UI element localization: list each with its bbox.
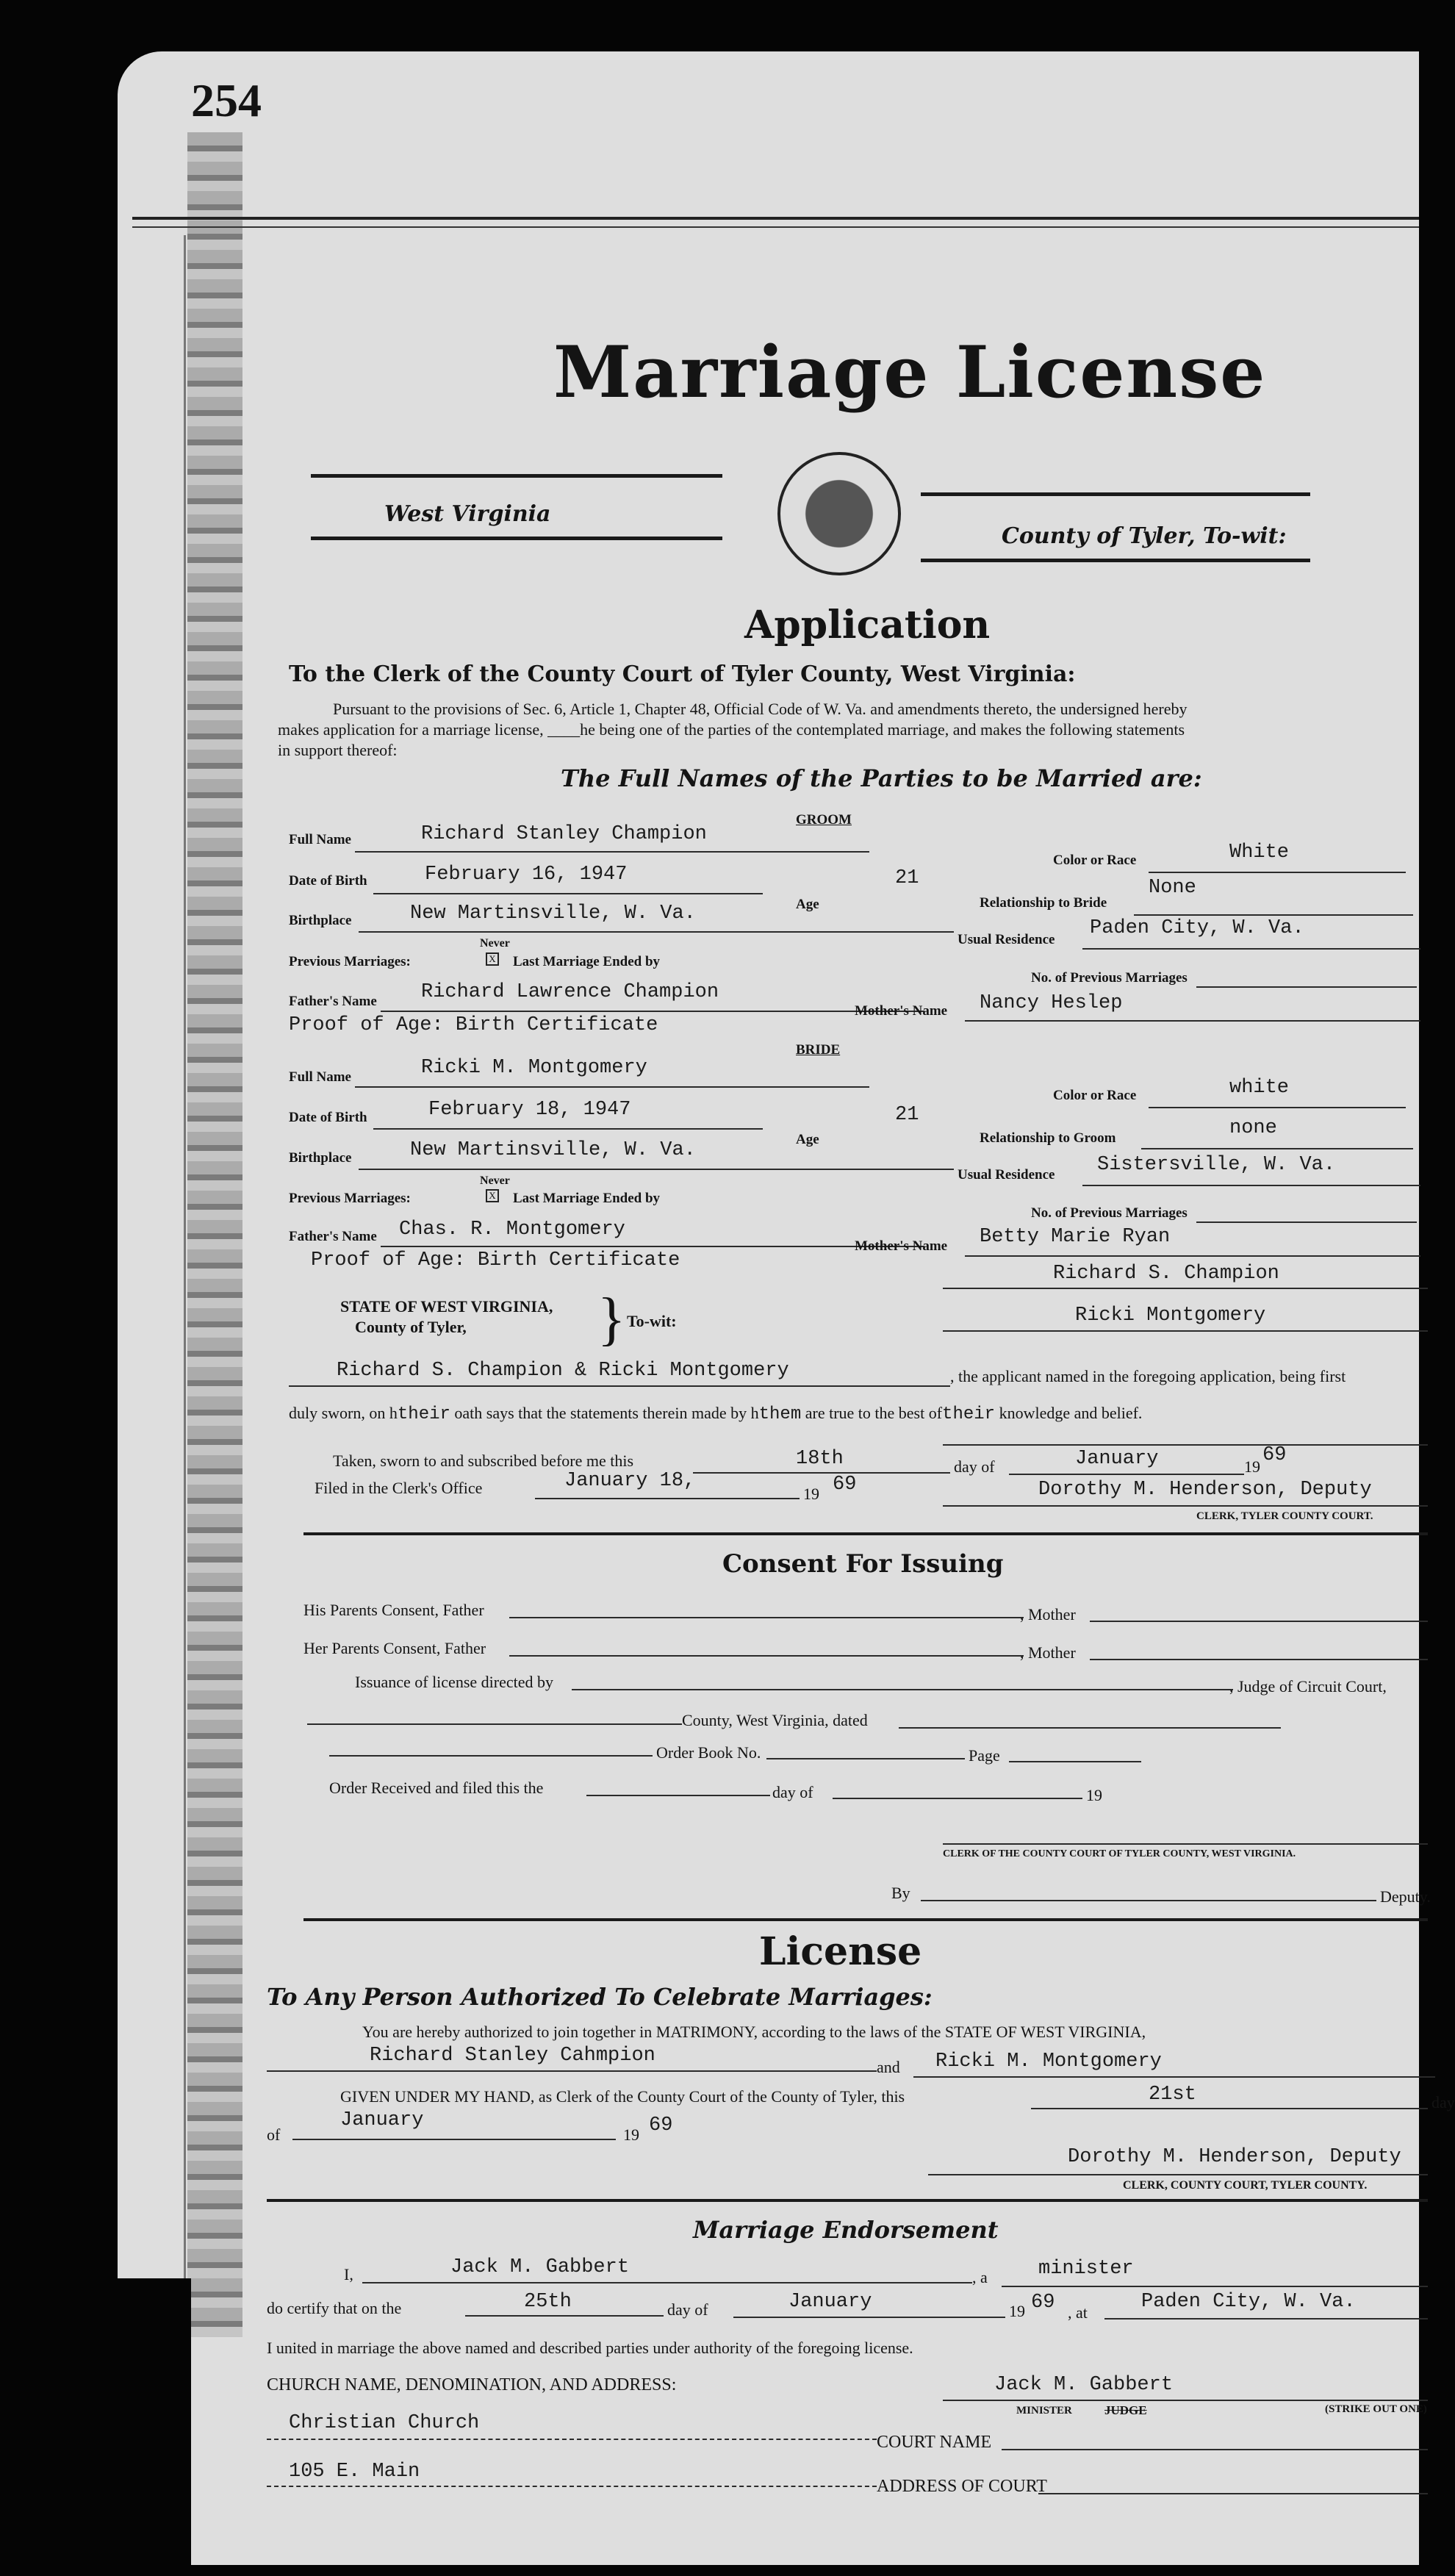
register-page bbox=[118, 51, 1455, 2565]
groom-birthplace-line bbox=[359, 931, 954, 933]
church-address-line bbox=[267, 2486, 877, 2487]
his-mother-line bbox=[1090, 1621, 1428, 1622]
license-bride-line bbox=[913, 2076, 1435, 2078]
bride-label: BRIDE bbox=[796, 1042, 841, 1058]
order-day-line bbox=[586, 1795, 770, 1796]
groom-full-name-label: Full Name bbox=[289, 832, 351, 847]
endorsement-day: 25th bbox=[524, 2291, 572, 2313]
oath-blank-line bbox=[943, 1444, 1428, 1446]
header-band-left bbox=[311, 474, 722, 478]
bride-father-label: Father's Name bbox=[289, 1229, 377, 1244]
header-band-right bbox=[921, 492, 1310, 496]
oath-text-1: , the applicant named in the foregoing application, being first bbox=[950, 1367, 1346, 1385]
bride-no-prev-label: No. of Previous Marriages bbox=[1031, 1205, 1188, 1221]
license-heading: License bbox=[759, 1929, 922, 1974]
groom-mother-label: Mother's Name bbox=[855, 1003, 948, 1019]
oath-applicants: Richard S. Champion & Ricki Montgomery bbox=[337, 1360, 789, 1382]
bride-father-line bbox=[381, 1246, 924, 1247]
groom-dob-label: Date of Birth bbox=[289, 873, 367, 889]
license-month: January bbox=[340, 2109, 424, 2131]
bride-relationship-line bbox=[1141, 1148, 1413, 1149]
her-mother-line bbox=[1090, 1659, 1428, 1660]
bride-relationship-label: Relationship to Groom bbox=[980, 1130, 1116, 1146]
form-title: Marriage License bbox=[553, 331, 1267, 414]
oath-their-1: their bbox=[397, 1404, 450, 1424]
bride-birthplace: New Martinsville, W. Va. bbox=[410, 1139, 696, 1161]
oath-text-2d: knowledge and belief. bbox=[995, 1404, 1143, 1422]
page-label: Page bbox=[969, 1746, 1000, 1765]
endorsement-day-of: day of bbox=[667, 2300, 708, 2319]
groom-father: Richard Lawrence Champion bbox=[421, 981, 719, 1003]
bride-full-name-label: Full Name bbox=[289, 1069, 351, 1085]
parties-heading: The Full Names of the Parties to be Married are: bbox=[561, 764, 1202, 792]
given-text: GIVEN UNDER MY HAND, as Clerk of the County Court of the County of Tyler, this bbox=[340, 2087, 905, 2106]
groom-prev-label: Previous Marriages: bbox=[289, 954, 411, 969]
filed-date-line bbox=[535, 1498, 800, 1499]
bride-mother: Betty Marie Ryan bbox=[980, 1226, 1171, 1248]
sworn-day-line bbox=[693, 1472, 950, 1474]
oath-divider bbox=[303, 1532, 1428, 1535]
endorsement-sig-line bbox=[943, 2400, 1428, 2401]
issuance-line bbox=[572, 1689, 1233, 1690]
endorsement-a: , a bbox=[972, 2268, 988, 2286]
license-year-prefix: 19 bbox=[623, 2125, 639, 2144]
oath-brace: } bbox=[597, 1287, 626, 1352]
oath-them: them bbox=[758, 1404, 802, 1424]
groom-father-line bbox=[381, 1011, 924, 1012]
groom-residence-label: Usual Residence bbox=[958, 932, 1055, 947]
endorsement-day-line bbox=[465, 2315, 664, 2317]
oath-sig-line-1 bbox=[943, 1288, 1428, 1289]
groom-mother: Nancy Heslep bbox=[980, 992, 1123, 1014]
oath-signature-2: Ricki Montgomery bbox=[1075, 1305, 1266, 1327]
oath-sig-line-2 bbox=[943, 1330, 1428, 1332]
sworn-year-prefix: 19 bbox=[1244, 1457, 1260, 1476]
oath-clerk-title: CLERK, TYLER COUNTY COURT. bbox=[1196, 1510, 1373, 1522]
header-band-left-2 bbox=[311, 537, 722, 540]
issuance-label: Issuance of license directed by bbox=[355, 1673, 553, 1691]
top-rule bbox=[132, 217, 1419, 220]
bride-age-label: Age bbox=[796, 1132, 819, 1147]
bride-father: Chas. R. Montgomery bbox=[399, 1219, 625, 1241]
order-pre-line bbox=[329, 1755, 653, 1757]
by-line bbox=[921, 1900, 1376, 1901]
endorsement-year: 69 bbox=[1031, 2292, 1055, 2314]
groom-no-prev-line bbox=[1196, 986, 1417, 988]
header-band-right-2 bbox=[921, 559, 1310, 562]
consent-clerk-line bbox=[943, 1843, 1428, 1845]
county-line bbox=[307, 1723, 682, 1725]
endorsement-minister-name: Jack M. Gabbert bbox=[450, 2256, 630, 2278]
endorsement-at: , at bbox=[1068, 2303, 1088, 2322]
dated-line bbox=[899, 1727, 1281, 1729]
groom-full-name: Richard Stanley Champion bbox=[421, 823, 707, 845]
filed-year: 69 bbox=[833, 1474, 857, 1496]
groom-color-line bbox=[1149, 872, 1406, 873]
endorsement-year-prefix: 19 bbox=[1009, 2302, 1025, 2320]
bride-birthplace-label: Birthplace bbox=[289, 1150, 352, 1166]
bride-age: 21 bbox=[895, 1104, 919, 1126]
license-divider bbox=[267, 2199, 1428, 2202]
oath-clerk-name: Dorothy M. Henderson, Deputy bbox=[1038, 1479, 1372, 1501]
to-clerk: To the Clerk of the County Court of Tyler County, West Virginia: bbox=[289, 661, 1076, 687]
oath-signature-1: Richard S. Champion bbox=[1053, 1263, 1279, 1285]
bride-never-check: X bbox=[486, 1189, 499, 1202]
bride-dob-line bbox=[373, 1128, 763, 1130]
bride-residence: Sistersville, W. Va. bbox=[1097, 1154, 1336, 1176]
address-of-court-line bbox=[1038, 2493, 1428, 2494]
groom-never-check: X bbox=[486, 952, 499, 966]
oath-text-2b: oath says that the statements therein made by h bbox=[450, 1404, 759, 1422]
her-parents-label: Her Parents Consent, Father bbox=[303, 1639, 486, 1657]
church-name-line bbox=[267, 2439, 877, 2440]
groom-proof-of-age: Proof of Age: Birth Certificate bbox=[289, 1014, 658, 1036]
sworn-month: January bbox=[1075, 1448, 1159, 1470]
endorsement-place: Paden City, W. Va. bbox=[1141, 2291, 1356, 2313]
license-year: 69 bbox=[649, 2114, 673, 2136]
order-book-label: Order Book No. bbox=[656, 1743, 761, 1762]
application-heading: Application bbox=[744, 603, 991, 647]
groom-relationship-label: Relationship to Bride bbox=[980, 895, 1107, 911]
county-header: County of Tyler, To-wit: bbox=[1002, 523, 1287, 549]
bride-dob: February 18, 1947 bbox=[428, 1099, 631, 1121]
bride-proof-of-age: Proof of Age: Birth Certificate bbox=[311, 1249, 680, 1271]
groom-color-label: Color or Race bbox=[1053, 853, 1137, 868]
judge-struck: JUDGE bbox=[1104, 2403, 1147, 2417]
bride-prev-label: Previous Marriages: bbox=[289, 1191, 411, 1206]
endorsement-united: I united in marriage the above named and described parties under authority of the foregoing license. bbox=[267, 2339, 913, 2357]
endorsement-title-line bbox=[1002, 2286, 1428, 2287]
to-any-person: To Any Person Authorized To Celebrate Marriages: bbox=[267, 1983, 933, 2011]
oath-applicants-line bbox=[289, 1385, 950, 1387]
endorsement-signature: Jack M. Gabbert bbox=[994, 2374, 1174, 2396]
groom-residence: Paden City, W. Va. bbox=[1090, 917, 1304, 939]
sworn-label: Taken, sworn to and subscribed before me this bbox=[333, 1452, 634, 1470]
endorsement-month-line bbox=[733, 2317, 1005, 2318]
bride-last-marriage-label: Last Marriage Ended by bbox=[513, 1191, 661, 1206]
groom-age: 21 bbox=[895, 867, 919, 889]
page-line bbox=[1009, 1761, 1141, 1762]
license-day-line bbox=[1031, 2108, 1428, 2109]
order-day-of: day of bbox=[772, 1783, 813, 1801]
groom-label: GROOM bbox=[796, 812, 852, 828]
bride-dob-label: Date of Birth bbox=[289, 1110, 367, 1125]
church-label: CHURCH NAME, DENOMINATION, AND ADDRESS: bbox=[267, 2375, 677, 2394]
groom-never-checkbox bbox=[486, 952, 499, 966]
license-bride: Ricki M. Montgomery bbox=[935, 2051, 1162, 2073]
order-received-label: Order Received and filed this the bbox=[329, 1779, 544, 1797]
groom-color: White bbox=[1229, 842, 1290, 864]
order-book-line bbox=[766, 1758, 965, 1759]
intro-line-2: makes application for a marriage license, ____he being one of the parties of the contemplated marriage, and makes the following statements bbox=[278, 720, 1185, 739]
his-mother-label: , Mother bbox=[1020, 1605, 1076, 1624]
filed-label: Filed in the Clerk's Office bbox=[315, 1479, 483, 1497]
consent-divider bbox=[303, 1918, 1428, 1921]
groom-dob-line bbox=[373, 893, 763, 894]
strike-out-label: (STRIKE OUT ONE) bbox=[1325, 2403, 1427, 2415]
bride-name-line bbox=[355, 1086, 869, 1088]
church-name: Christian Church bbox=[289, 2412, 480, 2434]
license-day-label: day bbox=[1431, 2093, 1455, 2112]
her-mother-label: , Mother bbox=[1020, 1643, 1076, 1662]
groom-age-label: Age bbox=[796, 897, 819, 912]
county-dated-label: County, West Virginia, dated bbox=[682, 1711, 868, 1729]
endorsement-certify: do certify that on the bbox=[267, 2299, 402, 2317]
oath-their-2: their bbox=[942, 1404, 996, 1424]
license-and: and bbox=[877, 2058, 900, 2076]
top-rule-thin bbox=[132, 226, 1419, 228]
license-clerk-line bbox=[928, 2174, 1428, 2175]
deputy-label: Deputy. bbox=[1380, 1887, 1431, 1906]
by-label: By bbox=[891, 1884, 910, 1902]
oath-clerk-line bbox=[943, 1505, 1428, 1507]
endorsement-place-line bbox=[1104, 2318, 1428, 2320]
bride-no-prev-line bbox=[1196, 1221, 1417, 1223]
bride-mother-label: Mother's Name bbox=[855, 1238, 948, 1254]
license-groom: Richard Stanley Cahmpion bbox=[370, 2045, 655, 2067]
groom-last-marriage-label: Last Marriage Ended by bbox=[513, 954, 661, 969]
filed-date: January 18, bbox=[564, 1470, 696, 1492]
authorized-text: You are hereby authorized to join together in MATRIMONY, according to the laws of the STATE OF WEST VIRGINIA, bbox=[362, 2023, 1146, 2041]
bride-full-name: Ricki M. Montgomery bbox=[421, 1057, 647, 1079]
binder-clip-shadow bbox=[0, 2278, 191, 2576]
sworn-year: 69 bbox=[1262, 1444, 1287, 1466]
bride-mother-line bbox=[965, 1255, 1420, 1257]
groom-relationship-line bbox=[1134, 914, 1413, 916]
endorsement-month: January bbox=[788, 2291, 872, 2313]
state-seal bbox=[777, 452, 901, 575]
his-parents-label: His Parents Consent, Father bbox=[303, 1601, 484, 1619]
bride-residence-line bbox=[1082, 1185, 1420, 1186]
bride-residence-label: Usual Residence bbox=[958, 1167, 1055, 1183]
bride-never-label: Never bbox=[480, 1174, 510, 1187]
intro-line-3: in support thereof: bbox=[278, 741, 398, 759]
groom-no-prev-label: No. of Previous Marriages bbox=[1031, 970, 1188, 986]
groom-dob: February 16, 1947 bbox=[425, 864, 628, 886]
groom-father-label: Father's Name bbox=[289, 994, 377, 1009]
sworn-month-line bbox=[1009, 1474, 1244, 1475]
license-of: of bbox=[267, 2125, 281, 2144]
groom-name-line bbox=[355, 851, 869, 853]
groom-birthplace-label: Birthplace bbox=[289, 913, 352, 928]
sworn-day: 18th bbox=[796, 1448, 844, 1470]
license-month-line bbox=[292, 2139, 616, 2140]
minister-label: MINISTER bbox=[1016, 2405, 1072, 2417]
groom-mother-line bbox=[965, 1020, 1420, 1022]
license-clerk-title: CLERK, COUNTY COURT, TYLER COUNTY. bbox=[1123, 2179, 1368, 2192]
oath-text-2c: are true to the best of bbox=[801, 1404, 943, 1422]
church-address: 105 E. Main bbox=[289, 2461, 420, 2483]
oath-state: STATE OF WEST VIRGINIA, bbox=[340, 1297, 553, 1316]
her-father-line bbox=[509, 1655, 1024, 1657]
groom-birthplace: New Martinsville, W. Va. bbox=[410, 903, 696, 925]
oath-to-wit: To-wit: bbox=[627, 1312, 677, 1330]
endorsement-heading: Marriage Endorsement bbox=[693, 2216, 999, 2244]
court-name-line bbox=[1002, 2449, 1428, 2450]
oath-county: County of Tyler, bbox=[355, 1318, 467, 1336]
bride-birthplace-line bbox=[359, 1169, 954, 1170]
license-day: 21st bbox=[1149, 2084, 1196, 2106]
filed-year-prefix: 19 bbox=[803, 1485, 819, 1503]
judge-label: , Judge of Circuit Court, bbox=[1229, 1677, 1387, 1696]
order-month-line bbox=[833, 1798, 1082, 1799]
bride-color: white bbox=[1229, 1077, 1290, 1099]
groom-relationship: None bbox=[1149, 877, 1196, 899]
license-form bbox=[184, 235, 1455, 2528]
groom-residence-line bbox=[1082, 948, 1420, 950]
his-father-line bbox=[509, 1617, 1024, 1618]
endorsement-title: minister bbox=[1038, 2258, 1134, 2280]
address-of-court-label: ADDRESS OF COURT bbox=[877, 2477, 1047, 2496]
court-name-label: COURT NAME bbox=[877, 2433, 992, 2452]
license-groom-line bbox=[267, 2070, 877, 2072]
bride-color-line bbox=[1149, 1107, 1406, 1108]
consent-heading: Consent For Issuing bbox=[722, 1549, 1004, 1579]
sworn-day-of: day of bbox=[954, 1457, 995, 1476]
endorsement-i: I, bbox=[344, 2265, 353, 2283]
order-year: 19 bbox=[1086, 1786, 1102, 1804]
groom-never-label: Never bbox=[480, 937, 510, 950]
license-clerk-name: Dorothy M. Henderson, Deputy bbox=[1068, 2146, 1401, 2168]
bride-never-checkbox bbox=[486, 1189, 499, 1202]
endorsement-name-line bbox=[362, 2282, 972, 2283]
oath-text-2a: duly sworn, on h bbox=[289, 1404, 398, 1422]
oath-text-2 bbox=[289, 1404, 1142, 1424]
bride-color-label: Color or Race bbox=[1053, 1088, 1137, 1103]
intro-line-1: Pursuant to the provisions of Sec. 6, Article 1, Chapter 48, Official Code of W. Va. and amendments thereto, the undersigned hereby bbox=[333, 700, 1188, 718]
state-header: West Virginia bbox=[384, 501, 551, 527]
consent-clerk-title: CLERK OF THE COUNTY COURT OF TYLER COUNTY, WEST VIRGINIA. bbox=[943, 1848, 1296, 1859]
bride-relationship: none bbox=[1229, 1117, 1277, 1139]
page-number: 254 bbox=[191, 74, 262, 126]
